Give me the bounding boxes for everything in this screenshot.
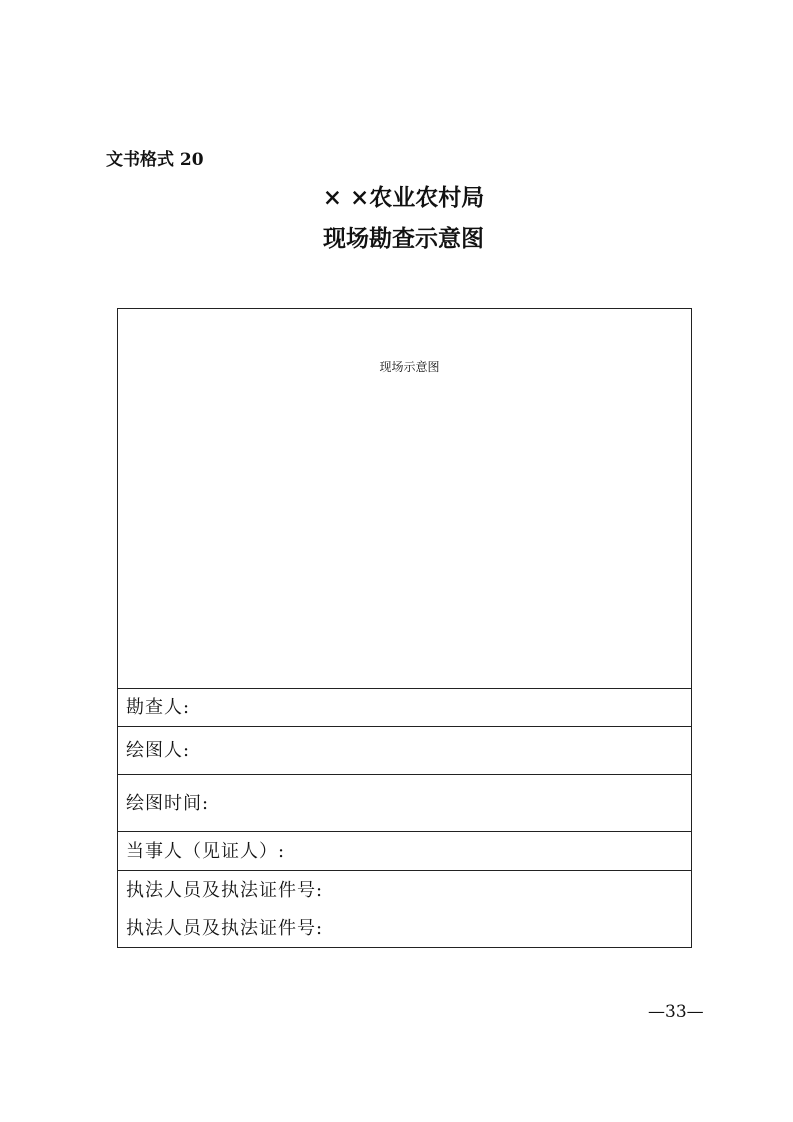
sketch-area[interactable]: [118, 309, 691, 689]
survey-sketch-form: [117, 308, 692, 948]
surveyor-label: 勘查人:: [126, 697, 191, 718]
document-format-label: 文书格式 20: [106, 150, 204, 170]
law-enforcement-officers-row: [118, 871, 691, 947]
party-witness-row: [118, 832, 691, 871]
party-witness-label: 当事人（见证人）:: [126, 841, 286, 862]
drafter-label: 绘图人:: [126, 740, 191, 761]
page-number: —33—: [648, 1002, 704, 1022]
document-title: 现场勘查示意图: [323, 225, 484, 252]
drawing-time-label: 绘图时间:: [126, 793, 210, 814]
drawing-time-row: [118, 775, 691, 832]
agency-title: × ×农业农村局: [322, 184, 485, 211]
officer-label-2: 执法人员及执法证件号:: [126, 918, 324, 939]
officer-label-1: 执法人员及执法证件号:: [126, 880, 324, 901]
surveyor-row: [118, 689, 691, 727]
sketch-caption: 现场示意图: [379, 360, 440, 374]
drafter-row: [118, 727, 691, 775]
